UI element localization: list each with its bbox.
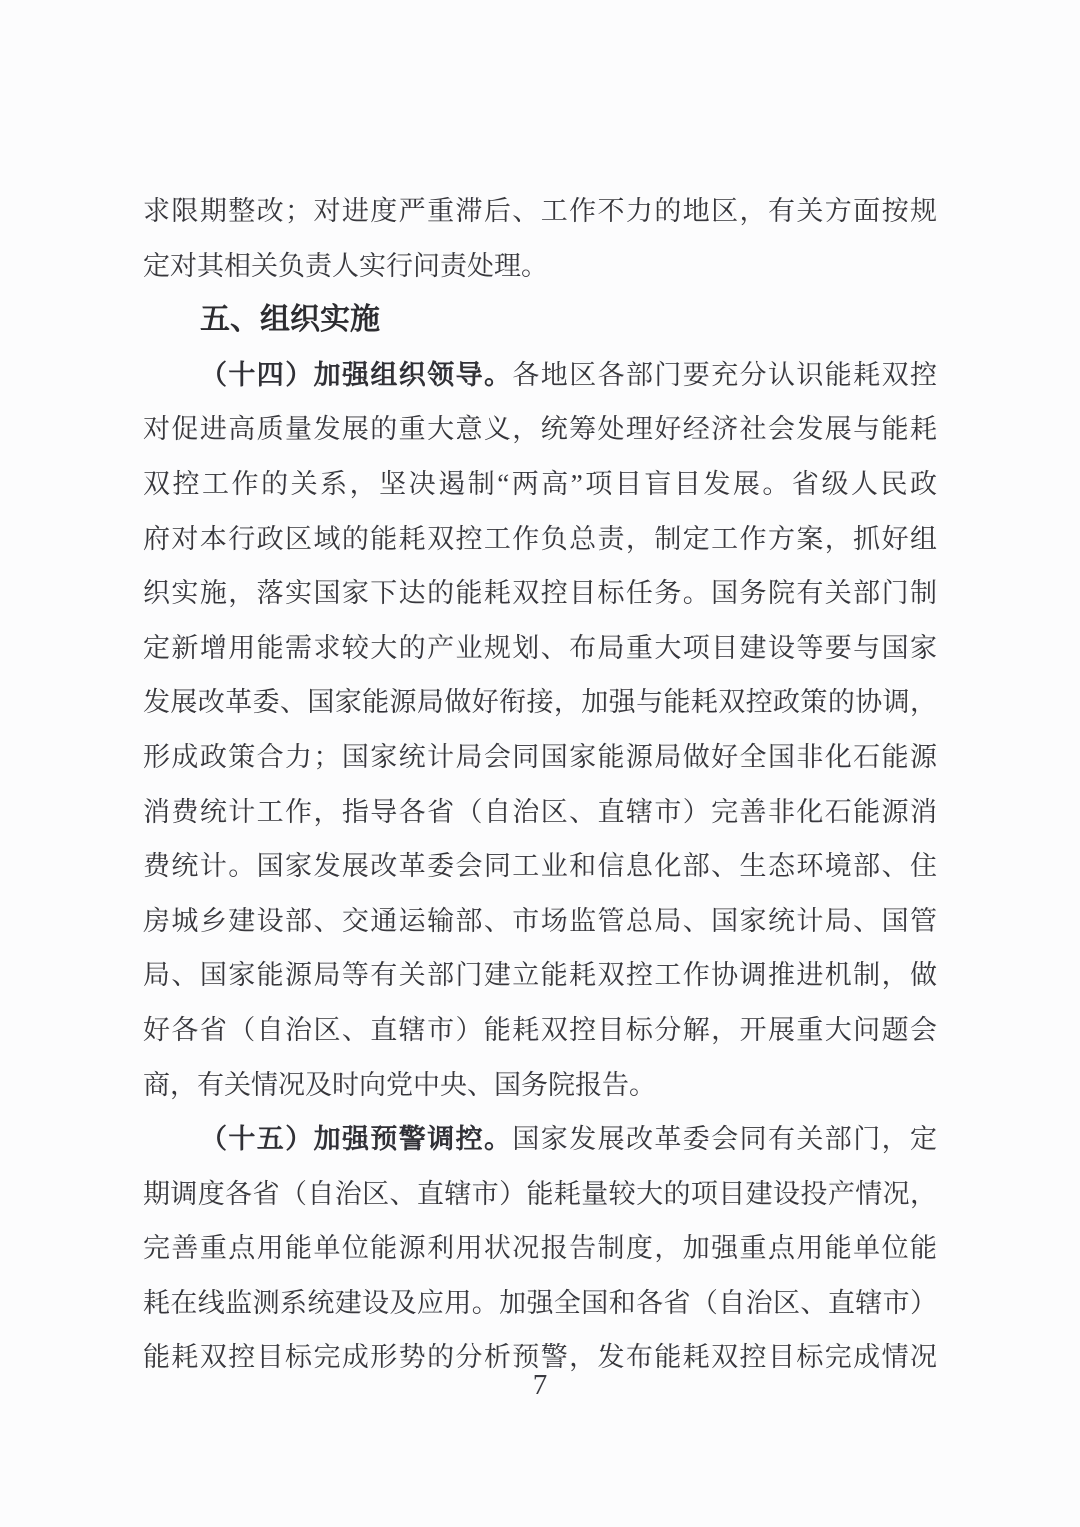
body-text-line: 织实施，落实国家下达的能耗双控目标任务。国务院有关部门制 (143, 578, 937, 609)
body-text-line: 好各省（自治区、直辖市）能耗双控目标分解，开展重大问题会 (143, 1014, 937, 1045)
body-text-line: 费统计。国家发展改革委会同工业和信息化部、生态环境部、住 (143, 851, 937, 882)
paragraph-lead: （十四）加强组织领导。 (200, 359, 513, 390)
paragraph-lead: （十五）加强预警调控。 (200, 1124, 513, 1155)
body-text-line: 发展改革委、国家能源局做好衔接，加强与能耗双控政策的协调， (143, 687, 937, 718)
page-number: 7 (532, 1369, 548, 1401)
body-text-line: 期调度各省（自治区、直辖市）能耗量较大的项目建设投产情况， (143, 1178, 937, 1209)
document-body (143, 184, 937, 1385)
body-text-line: 形成政策合力；国家统计局会同国家能源局做好全国非化石能源 (143, 741, 937, 772)
paragraph-end-line: 商，有关情况及时向党中央、国务院报告。 (143, 1069, 656, 1100)
body-text-line: 耗在线监测系统建设及应用。加强全国和各省（自治区、直辖市） (143, 1287, 937, 1318)
body-text-line: 府对本行政区域的能耗双控工作负总责，制定工作方案，抓好组 (143, 523, 937, 554)
body-text-line: 消费统计工作，指导各省（自治区、直辖市）完善非化石能源消 (143, 796, 937, 827)
body-text: 国家发展改革委会同有关部门，定 (512, 1124, 938, 1155)
body-text-line: 能耗双控目标完成形势的分析预警，发布能耗双控目标完成情况 (143, 1342, 937, 1373)
body-text-line: 房城乡建设部、交通运输部、市场监管总局、国家统计局、国管 (143, 905, 937, 936)
body-text-line: 完善重点用能单位能源利用状况报告制度，加强重点用能单位能 (143, 1233, 937, 1264)
section-heading: 五、组织实施 (200, 303, 380, 337)
paragraph-first-line (143, 1112, 937, 1167)
body-text: 各地区各部门要充分认识能耗双控 (512, 359, 938, 390)
body-text-line: 局、国家能源局等有关部门建立能耗双控工作协调推进机制，做 (143, 960, 937, 991)
body-text-line: 对促进高质量发展的重大意义，统筹处理好经济社会发展与能耗 (143, 414, 937, 445)
body-text-line: 双控工作的关系，坚决遏制“两高”项目盲目发展。省级人民政 (143, 468, 937, 499)
paragraph-end-line: 定对其相关负责人实行问责处理。 (143, 250, 548, 281)
body-text-line: 求限期整改；对进度严重滞后、工作不力的地区，有关方面按规 (143, 196, 937, 226)
paragraph-first-line (143, 348, 937, 403)
body-text-line: 定新增用能需求较大的产业规划、布局重大项目建设等要与国家 (143, 632, 937, 663)
